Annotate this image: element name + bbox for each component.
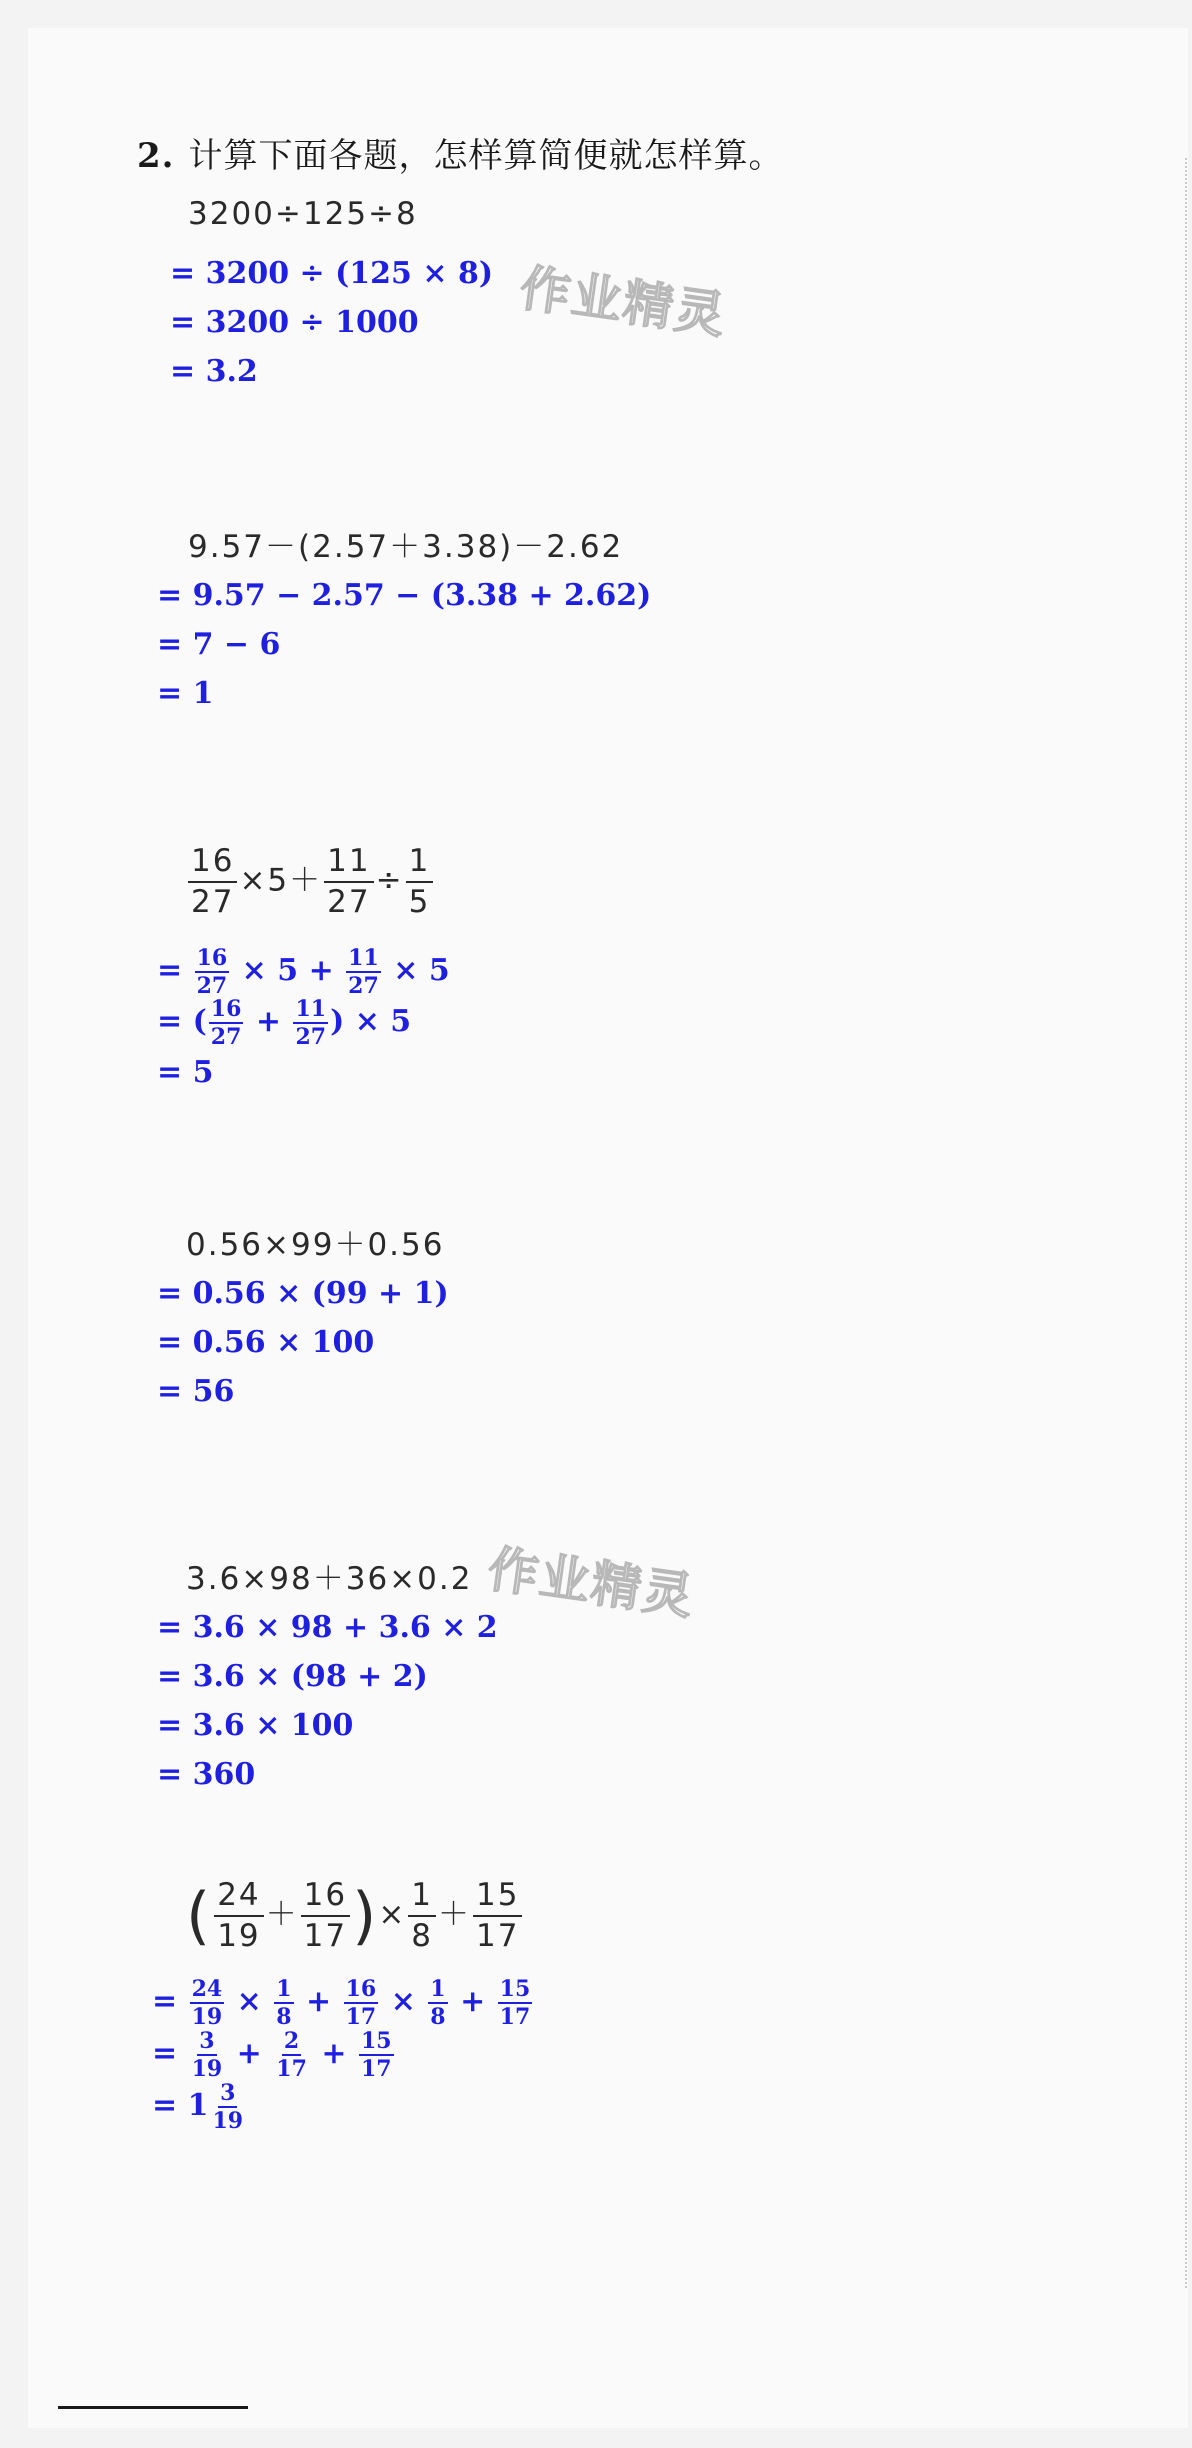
p5-step-3: = 3.6 × 100 xyxy=(157,1708,354,1743)
p4-question: 0.56×99＋0.56 xyxy=(186,1227,445,1263)
p6-question: ( $\frac{24}{19}$ ＋ $\frac{16}{17}$ )× $\frac{1}{8}$ ＋ $\frac{15}{17}$ xyxy=(186,1880,524,1952)
p2-step-2: = 7 − 6 xyxy=(157,627,281,662)
p2-step-3: = 1 xyxy=(157,676,214,711)
p4-step-3: = 56 xyxy=(157,1374,235,1409)
p1-step-2: = 3200 ÷ 1000 xyxy=(170,305,419,340)
p6-step-3: = 1 $\frac{3}{19}$ xyxy=(152,2080,244,2134)
p2-question: 9.57－(2.57＋3.38)－2.62 xyxy=(188,529,624,565)
p5-step-1: = 3.6 × 98 + 3.6 × 2 xyxy=(157,1610,498,1645)
p1-step-3: = 3.2 xyxy=(170,354,258,389)
right-margin-rule xyxy=(1185,158,1187,2288)
p4-step-1: = 0.56 × (99 + 1) xyxy=(157,1276,449,1311)
p1-step-1: = 3200 ÷ (125 × 8) xyxy=(170,256,494,291)
fraction: $\frac{11}{27}$ xyxy=(324,846,373,918)
p3-step-1: = $\frac{16}{27}$ × 5 + $\frac{11}{27}$ × 5 xyxy=(157,945,450,999)
p3-step-2: = ( $\frac{16}{27}$ + $\frac{11}{27}$ ) × 5 xyxy=(157,996,412,1050)
p5-step-4: = 360 xyxy=(157,1757,256,1792)
problem-heading xyxy=(137,128,784,177)
problem-instruction: 计算下面各题，怎样算简便就怎样算。 xyxy=(188,136,784,176)
watermark-stamp: 作业精灵 xyxy=(516,258,731,346)
fraction: $\frac{1}{5}$ xyxy=(406,846,434,918)
p6-step-1: = $\frac{24}{19}$ × $\frac{1}{8}$ + $\frac{16}{17}$ × $\frac{1}{8}$ + $\frac{15}{17}$ xyxy=(152,1976,531,2030)
p3-step-3: = 5 xyxy=(157,1055,214,1090)
p5-question: 3.6×98＋36×0.2 xyxy=(186,1561,473,1597)
p4-step-2: = 0.56 × 100 xyxy=(157,1325,375,1360)
p3-question: $\frac{16}{27}$ ×5＋ $\frac{11}{27}$ ÷ $\frac{1}{5}$ xyxy=(186,846,435,918)
p2-step-1: = 9.57 − 2.57 − (3.38 + 2.62) xyxy=(157,578,652,613)
bottom-rule xyxy=(58,2406,248,2409)
problem-number: 2. xyxy=(137,136,175,176)
p1-question: 3200÷125÷8 xyxy=(188,196,418,232)
watermark-stamp: 作业精灵 xyxy=(484,1539,699,1627)
fraction: $\frac{16}{27}$ xyxy=(188,846,237,918)
p6-step-2: = $\frac{3}{19}$ + $\frac{2}{17}$ + $\frac{15}{17}$ xyxy=(152,2028,392,2082)
p5-step-2: = 3.6 × (98 + 2) xyxy=(157,1659,428,1694)
